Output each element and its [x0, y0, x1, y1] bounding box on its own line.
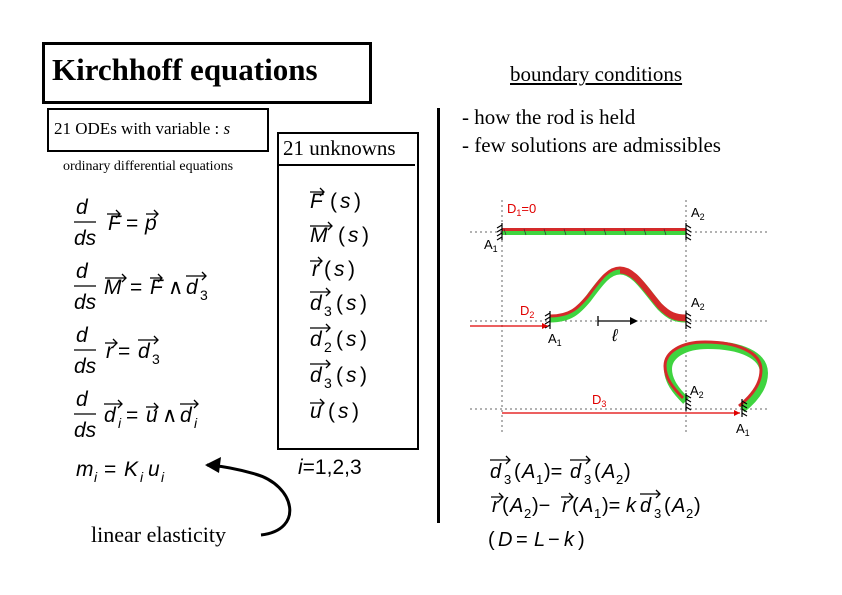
bc-equation-3 [488, 529, 585, 551]
svg-text:r: r [492, 495, 499, 517]
svg-text:): ) [362, 224, 369, 247]
svg-text:d: d [570, 461, 582, 483]
svg-text:): ) [360, 364, 367, 387]
svg-text:)−: )− [532, 495, 551, 517]
unknown-d3-first [310, 288, 367, 319]
equation-moment [74, 260, 208, 314]
svg-text:d: d [76, 388, 88, 411]
svg-text:s: s [340, 190, 351, 213]
svg-text:A: A [672, 495, 686, 517]
svg-text:)=: )= [544, 461, 563, 483]
svg-text:∧: ∧ [162, 404, 178, 427]
odes-label [54, 119, 230, 139]
ell-arrow [598, 316, 638, 326]
svg-text:ds: ds [74, 419, 97, 442]
svg-text:3: 3 [324, 375, 332, 391]
svg-text:3: 3 [324, 303, 332, 319]
svg-text:ds: ds [74, 355, 97, 378]
svg-text:u: u [310, 400, 322, 423]
svg-text:s: s [346, 364, 357, 387]
unknown-d2 [310, 324, 367, 355]
svg-text:ds: ds [74, 291, 97, 314]
svg-text:F: F [310, 190, 323, 213]
svg-text:r: r [562, 495, 569, 517]
svg-text:2: 2 [524, 506, 532, 521]
rod-straight [502, 228, 686, 235]
svg-text:=: = [126, 212, 139, 235]
svg-text:(: ( [336, 292, 343, 315]
svg-text:): ) [352, 400, 359, 423]
svg-text:−: − [548, 529, 560, 551]
svg-text:): ) [348, 258, 355, 281]
svg-text:(: ( [338, 224, 345, 247]
svg-text:(: ( [502, 495, 509, 517]
svg-text:1: 1 [594, 506, 602, 521]
label-a1-mid: $A_1$ [548, 331, 562, 348]
svg-text:m: m [76, 458, 94, 481]
column-divider [437, 108, 440, 523]
svg-text:(: ( [594, 461, 601, 483]
d3-arrow [502, 410, 740, 416]
equation-constitutive [76, 458, 165, 485]
svg-text:ds: ds [74, 227, 97, 250]
svg-text:=: = [516, 529, 528, 551]
svg-text:d: d [186, 276, 198, 299]
svg-text:2: 2 [686, 506, 694, 521]
odes-variable: s [223, 119, 231, 138]
label-a1-bot: $A_1$ [736, 421, 750, 438]
boundary-equations [486, 448, 786, 558]
svg-text:s: s [346, 292, 357, 315]
svg-text:M: M [310, 224, 328, 247]
svg-text:(: ( [572, 495, 579, 517]
label-a2-mid: $A_2$ [691, 295, 705, 312]
svg-text:d: d [76, 260, 88, 283]
svg-text:): ) [694, 495, 701, 517]
svg-text:=: = [118, 340, 131, 363]
boundary-bullet-1: - how the rod is held [462, 105, 636, 129]
equation-directors [74, 388, 198, 442]
unknown-position [310, 257, 355, 281]
svg-text:L: L [534, 529, 546, 551]
unknowns-list [300, 178, 410, 438]
svg-text:3: 3 [504, 472, 512, 487]
svg-text:d: d [76, 324, 88, 347]
svg-text:3: 3 [152, 351, 160, 367]
svg-text:=: = [130, 276, 143, 299]
svg-text:p: p [145, 212, 157, 235]
svg-text:i: i [161, 469, 165, 485]
svg-text:3: 3 [584, 472, 592, 487]
svg-text:i: i [118, 415, 122, 431]
svg-text:i: i [94, 469, 98, 485]
svg-text:A: A [602, 461, 616, 483]
svg-text:s: s [338, 400, 349, 423]
svg-text:K: K [124, 458, 139, 481]
unknown-d3-second [310, 360, 367, 391]
rod-bump [550, 268, 686, 319]
boundary-bullet-2: - few solutions are admissibles [462, 133, 721, 157]
index-range [296, 452, 386, 482]
svg-text:1: 1 [536, 472, 544, 487]
svg-text:): ) [354, 190, 361, 213]
svg-text:d: d [310, 364, 322, 387]
svg-text:(: ( [336, 328, 343, 351]
svg-text:(: ( [330, 190, 337, 213]
svg-text:d: d [310, 292, 322, 315]
label-ell: ℓ [612, 326, 618, 345]
svg-text:r: r [106, 340, 113, 363]
svg-text:A: A [522, 461, 536, 483]
svg-text:(: ( [324, 258, 331, 281]
page-title: Kirchhoff equations [52, 52, 318, 87]
ode-subtitle: ordinary differential equations [63, 159, 234, 174]
equation-force [74, 196, 158, 250]
svg-text:=: = [104, 458, 117, 481]
unknown-moment [310, 222, 369, 247]
svg-text:F: F [150, 276, 163, 299]
unknown-force [310, 188, 361, 213]
svg-text:3: 3 [654, 506, 662, 521]
svg-text:u: u [146, 404, 158, 427]
svg-text:2: 2 [616, 472, 624, 487]
svg-text:A: A [510, 495, 524, 517]
svg-text:D: D [498, 529, 513, 551]
svg-text:F: F [108, 212, 121, 235]
linear-elasticity-label: linear elasticity [91, 522, 226, 547]
svg-text:d: d [138, 340, 150, 363]
svg-text:r: r [312, 258, 319, 281]
svg-text:d: d [490, 461, 502, 483]
svg-text:d: d [104, 404, 116, 427]
unknown-u [310, 399, 359, 423]
svg-text:k: k [564, 529, 574, 551]
svg-text:i=1,2,3: i=1,2,3 [298, 456, 362, 479]
svg-text:): ) [578, 529, 585, 551]
label-a2-bot: $A_2$ [690, 383, 704, 400]
rod-diagram [470, 195, 780, 445]
svg-text:i: i [140, 469, 144, 485]
svg-text:u: u [148, 458, 160, 481]
svg-text:k: k [626, 495, 636, 517]
svg-text:s: s [348, 224, 359, 247]
svg-text:s: s [346, 328, 357, 351]
svg-text:(: ( [488, 529, 495, 551]
svg-text:2: 2 [324, 339, 332, 355]
svg-text:A: A [580, 495, 594, 517]
svg-text:d: d [310, 328, 322, 351]
boundary-title: boundary conditions [510, 62, 683, 86]
svg-text:3: 3 [200, 287, 208, 303]
svg-text:d: d [76, 196, 88, 219]
svg-text:d: d [640, 495, 652, 517]
rod-loop [665, 342, 764, 409]
label-a2-top: $A_2$ [691, 205, 705, 222]
bc-equation-2 [491, 490, 701, 521]
svg-text:(: ( [664, 495, 671, 517]
equation-position [74, 324, 160, 378]
svg-text:): ) [360, 328, 367, 351]
label-a1-top: $A_1$ [484, 237, 498, 254]
svg-text:): ) [624, 461, 631, 483]
svg-text:(: ( [514, 461, 521, 483]
svg-text:M: M [104, 276, 122, 299]
svg-text:=: = [126, 404, 139, 427]
svg-text:)=: )= [602, 495, 621, 517]
unknowns-title: 21 unknowns [283, 136, 396, 160]
svg-text:d: d [180, 404, 192, 427]
kirchhoff-equations [60, 190, 300, 490]
svg-text:s: s [334, 258, 345, 281]
bc-equation-1 [490, 456, 631, 487]
svg-text:∧: ∧ [168, 276, 184, 299]
odes-label-text: 21 ODEs with variable : [54, 119, 224, 138]
svg-text:): ) [360, 292, 367, 315]
svg-text:i: i [194, 415, 198, 431]
label-d3: $D_3$ [592, 392, 607, 409]
svg-text:(: ( [336, 364, 343, 387]
label-d1: $D_1=0$ [507, 201, 537, 218]
d2-arrow [470, 323, 548, 329]
label-d2: $D_2$ [520, 303, 535, 320]
svg-text:(: ( [328, 400, 335, 423]
